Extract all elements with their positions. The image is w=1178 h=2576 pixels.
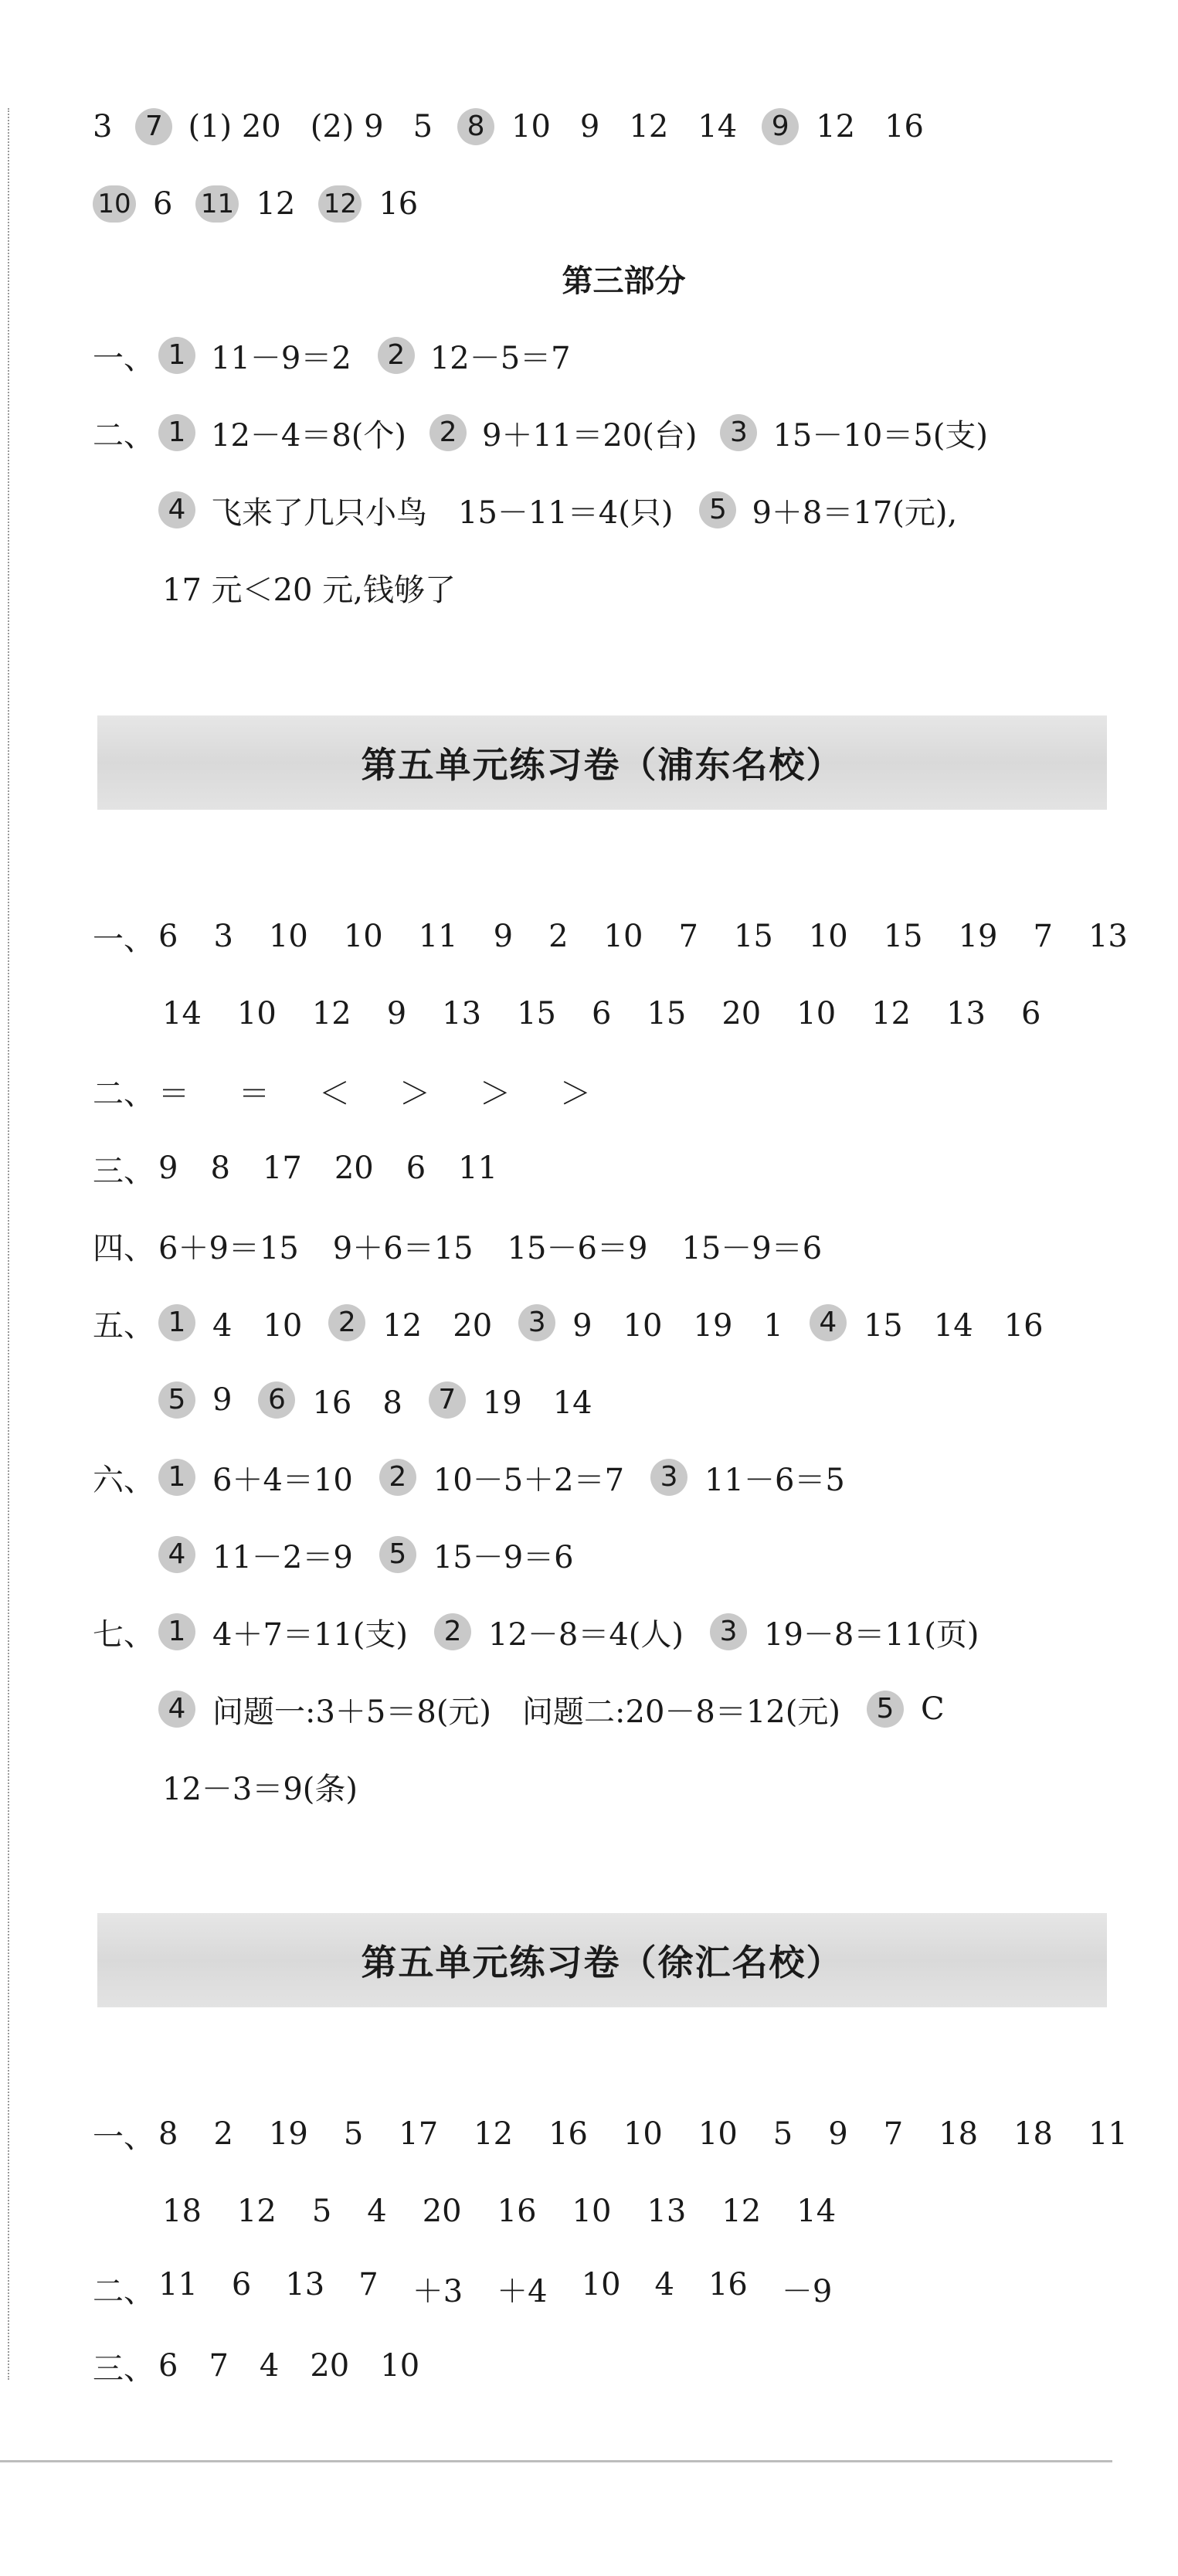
bottom-rule (0, 2460, 1112, 2462)
answer-item: 17 (399, 2116, 439, 2152)
answer-item: 2 (548, 919, 569, 954)
answer-item: 12 (721, 2194, 762, 2229)
answer-item: 4 (259, 2348, 280, 2384)
question-badge: 7 (429, 1381, 466, 1419)
answer-line-pd-qi (93, 1607, 979, 1657)
question-label: 七、 (93, 1616, 154, 1653)
answer-item: 12 (236, 2194, 277, 2229)
answer-line-part3-er (93, 408, 988, 457)
question-badge: 7 (135, 108, 172, 145)
answer-item: 6 (231, 2266, 252, 2302)
question-label: 三、 (93, 2350, 154, 2387)
answer-line-pd-liu (93, 1453, 845, 1502)
question-badge: 5 (379, 1536, 416, 1573)
answer-item: 10 (572, 2194, 612, 2229)
question-label: 二、 (93, 2273, 154, 2309)
answer-item: 11 (1088, 2116, 1128, 2152)
answer-item: ＝ (158, 1076, 189, 1112)
answer-item: 6 (1020, 996, 1041, 1031)
answer-item: 14 (698, 109, 738, 144)
answer-item: 14 (796, 2194, 837, 2229)
question-label: 二、 (93, 1076, 154, 1112)
answer-item: 10 (603, 919, 643, 954)
question-badge: 1 (158, 337, 195, 374)
answer-item: 6 (153, 186, 173, 222)
answer-item: C (920, 1691, 945, 1727)
answer-item: 6＋9＝15 (158, 1230, 299, 1266)
question-badge: 12 (318, 185, 362, 223)
question-badge: 10 (93, 185, 136, 223)
answer-item: 10 (698, 2116, 738, 2152)
answer-item: 10 (236, 996, 277, 1031)
question-badge: 2 (429, 414, 467, 451)
question-badge: 1 (158, 414, 195, 451)
answer-item: 15 14 16 (863, 1307, 1044, 1344)
question-badge: 4 (810, 1304, 847, 1341)
answer-line-xh-er (93, 2264, 832, 2313)
answer-item: 7 (1033, 919, 1053, 954)
answer-item: 12 (816, 109, 856, 144)
answer-item: 4 10 (212, 1307, 303, 1344)
answer-item: 14 (162, 996, 202, 1031)
answer-line-pd-yi-1 (93, 912, 1128, 961)
answer-item: 11 (458, 1150, 498, 1186)
answer-item: 4＋7＝11(支) (212, 1616, 409, 1653)
answer-item: 16 8 (312, 1385, 402, 1421)
answer-item: 10 (380, 2348, 420, 2384)
question-label: 三、 (93, 1153, 154, 1189)
answer-item: 9 (828, 2116, 848, 2152)
question-badge: 1 (158, 1613, 195, 1650)
question-label: 二、 (93, 417, 154, 454)
question-badge: 3 (720, 414, 757, 451)
answer-item: 10 (796, 996, 837, 1031)
question-badge: 4 (158, 491, 195, 528)
answer-item: 9＋11＝20(台) (482, 417, 698, 454)
answer-item: 10 (623, 2116, 663, 2152)
answer-item: 12 (256, 186, 296, 222)
question-badge: 2 (328, 1304, 365, 1341)
question-badge: 2 (378, 337, 415, 374)
question-badge: 1 (158, 1304, 195, 1341)
answer-line-top-1 (93, 102, 924, 151)
answer-item: 17 (262, 1150, 302, 1186)
question-label: 一、 (93, 2119, 154, 2155)
question-badge: 6 (258, 1381, 295, 1419)
question-badge: 9 (762, 108, 799, 145)
answer-item: 11－6＝5 (704, 1462, 845, 1498)
question-badge: 3 (710, 1613, 747, 1650)
question-badge: 3 (518, 1304, 555, 1341)
answer-item: 5 (772, 2116, 793, 2152)
answer-item: 16 (497, 2194, 537, 2229)
answer-item: 12 (871, 996, 912, 1031)
answer-item: 9 (493, 919, 514, 954)
answer-item: 2 (213, 2116, 233, 2152)
answer-item: 15－10＝5(支) (772, 417, 988, 454)
answer-item: 3 (213, 919, 233, 954)
answer-item: ＜ (319, 1076, 350, 1112)
answer-item: 16 (379, 186, 419, 222)
question-badge: 2 (434, 1613, 471, 1650)
answer-item: 6 (591, 996, 612, 1031)
answer-item: 5 (311, 2194, 332, 2229)
question-badge: 5 (158, 1381, 195, 1419)
answer-item: 11 (158, 2266, 198, 2302)
question-label: 五、 (93, 1307, 154, 1344)
answer-item: ＞ (399, 1076, 430, 1112)
answer-line-pd-er (93, 1066, 591, 1116)
answer-item: 9 (158, 1150, 178, 1186)
answer-item: 13 (285, 2266, 325, 2302)
answer-item: ＋4 (497, 2273, 548, 2309)
answer-item: 7 (678, 919, 698, 954)
answer-item: 10 (581, 2266, 621, 2302)
question-label: 一、 (93, 921, 154, 957)
answer-item: 15－9＝6 (433, 1539, 574, 1575)
section-banner-pudong (97, 715, 1107, 810)
answer-item: 9＋6＝15 (332, 1230, 474, 1266)
answer-item: 8 (210, 1150, 230, 1186)
answer-item: 11－9＝2 (211, 340, 351, 376)
answer-item: 15 (733, 919, 773, 954)
answer-item: 4 (367, 2194, 387, 2229)
answer-item: 20 (310, 2348, 350, 2384)
answer-item: 19－8＝11(页) (764, 1616, 979, 1653)
answer-item: 9 (579, 109, 600, 144)
section-title: 第五单元练习卷（徐汇名校） (361, 1942, 844, 1983)
answer-item: 飞来了几只小鸟 15－11＝4(只) (211, 494, 674, 531)
question-badge: 1 (158, 1459, 195, 1496)
answer-line-top-2 (93, 179, 418, 229)
answer-line-pd-yi-2 (162, 989, 1041, 1038)
question-badge: 8 (457, 108, 494, 145)
answer-line-xh-yi-1 (93, 2109, 1128, 2159)
question-badge: 3 (650, 1459, 687, 1496)
answer-item: －9 (781, 2273, 833, 2309)
answer-item: 11－2＝9 (212, 1539, 353, 1575)
answer-item: 19 (268, 2116, 308, 2152)
question-label: 一、 (93, 340, 154, 376)
answer-item: 15－9＝6 (681, 1230, 823, 1266)
answer-line-xh-san (93, 2341, 419, 2391)
answer-item: 11 (418, 919, 458, 954)
section-subtitle: 第三部分 (562, 263, 686, 299)
answer-line-pd-wu (93, 1298, 1044, 1347)
answer-item: 20 (334, 1150, 374, 1186)
answer-item: 6 (158, 919, 178, 954)
answer-item: 6 (158, 2348, 178, 2384)
answer-item: 12－8＝4(人) (488, 1616, 684, 1653)
answer-item: 18 (1013, 2116, 1053, 2152)
answer-item: ＝ (239, 1076, 270, 1112)
answer-item: 12 (629, 109, 669, 144)
answer-item: 7 (209, 2348, 229, 2384)
answer-item: 12－4＝8(个) (211, 417, 407, 454)
answer-item: 13 (442, 996, 482, 1031)
question-badge: 4 (158, 1691, 195, 1728)
answer-item: (2) 9 (310, 109, 384, 144)
answer-item: 问题一:3＋5＝8(元) 问题二:20－8＝12(元) (212, 1694, 840, 1730)
section-banner-xuhui (97, 1913, 1107, 2007)
answer-item: 3 (93, 109, 113, 144)
answer-item: 15 (883, 919, 923, 954)
answer-item: 15－6＝9 (507, 1230, 648, 1266)
answer-item: 20 (721, 996, 762, 1031)
answer-item: 19 (958, 919, 998, 954)
answer-line-pd-qi-cont (158, 1684, 945, 1734)
answer-line-part3-yi (93, 331, 571, 380)
answer-item: 12－5＝7 (429, 340, 571, 376)
answer-item: 12 (311, 996, 351, 1031)
answer-line-pd-san (93, 1144, 497, 1193)
answer-line-pd-liu-cont (158, 1530, 574, 1579)
answer-item: 10－5＋2＝7 (433, 1462, 625, 1498)
answer-item: ＞ (560, 1076, 591, 1112)
answer-item: 13 (946, 996, 986, 1031)
question-badge: 11 (195, 185, 239, 223)
answer-item: 8 (158, 2116, 178, 2152)
answer-item: 12 20 (382, 1307, 493, 1344)
answer-item: 4 (654, 2266, 674, 2302)
question-badge: 2 (379, 1459, 416, 1496)
answer-item: 13 (647, 2194, 687, 2229)
answer-item: 13 (1088, 919, 1128, 954)
answer-item: 6＋4＝10 (212, 1462, 353, 1498)
answer-line-pd-si (93, 1221, 822, 1270)
answer-item: 9 (212, 1382, 233, 1418)
answer-item: 20 (422, 2194, 462, 2229)
answer-item: 5 (412, 109, 433, 144)
question-badge: 5 (699, 491, 736, 528)
answer-line-pd-qi-cont2 (162, 1762, 358, 1811)
answer-line-xh-yi-2 (162, 2187, 836, 2236)
answer-item: 9＋8＝17(元), (752, 494, 958, 531)
answer-item: 5 (343, 2116, 364, 2152)
answer-item: 15 (647, 996, 687, 1031)
answer-item: 6 (406, 1150, 426, 1186)
answer-item: (1) 20 (188, 109, 281, 144)
question-badge: 4 (158, 1536, 195, 1573)
question-label: 四、 (93, 1230, 154, 1266)
answer-item: 15 (517, 996, 556, 1031)
answer-item: 9 10 19 1 (572, 1307, 783, 1344)
answer-item: 7 (358, 2266, 379, 2302)
answer-item: ＞ (480, 1076, 511, 1112)
left-margin-rule (8, 108, 9, 2380)
answer-item: 9 (386, 996, 407, 1031)
answer-item: 16 (708, 2266, 748, 2302)
answer-item: 10 (268, 919, 308, 954)
answer-line-pd-wu-cont (158, 1375, 592, 1425)
answer-item: 10 (343, 919, 383, 954)
question-badge: 5 (867, 1691, 904, 1728)
answer-item: 16 (884, 109, 924, 144)
answer-line-part3-er-cont (158, 485, 957, 535)
answer-item: 12－3＝9(条) (162, 1771, 358, 1807)
answer-item: ＋3 (412, 2273, 463, 2309)
answer-item: 18 (939, 2116, 979, 2152)
answer-item: 10 (808, 919, 848, 954)
answer-item: 16 (548, 2116, 588, 2152)
section-title: 第五单元练习卷（浦东名校） (361, 744, 844, 786)
answer-item: 18 (162, 2194, 202, 2229)
answer-item: 7 (883, 2116, 904, 2152)
answer-item: 10 (511, 109, 551, 144)
answer-line-part3-er-cont2 (162, 562, 456, 612)
answer-item: 17 元＜20 元,钱够了 (162, 572, 456, 608)
answer-item: 19 14 (482, 1385, 592, 1421)
question-label: 六、 (93, 1462, 154, 1498)
answer-item: 12 (474, 2116, 514, 2152)
